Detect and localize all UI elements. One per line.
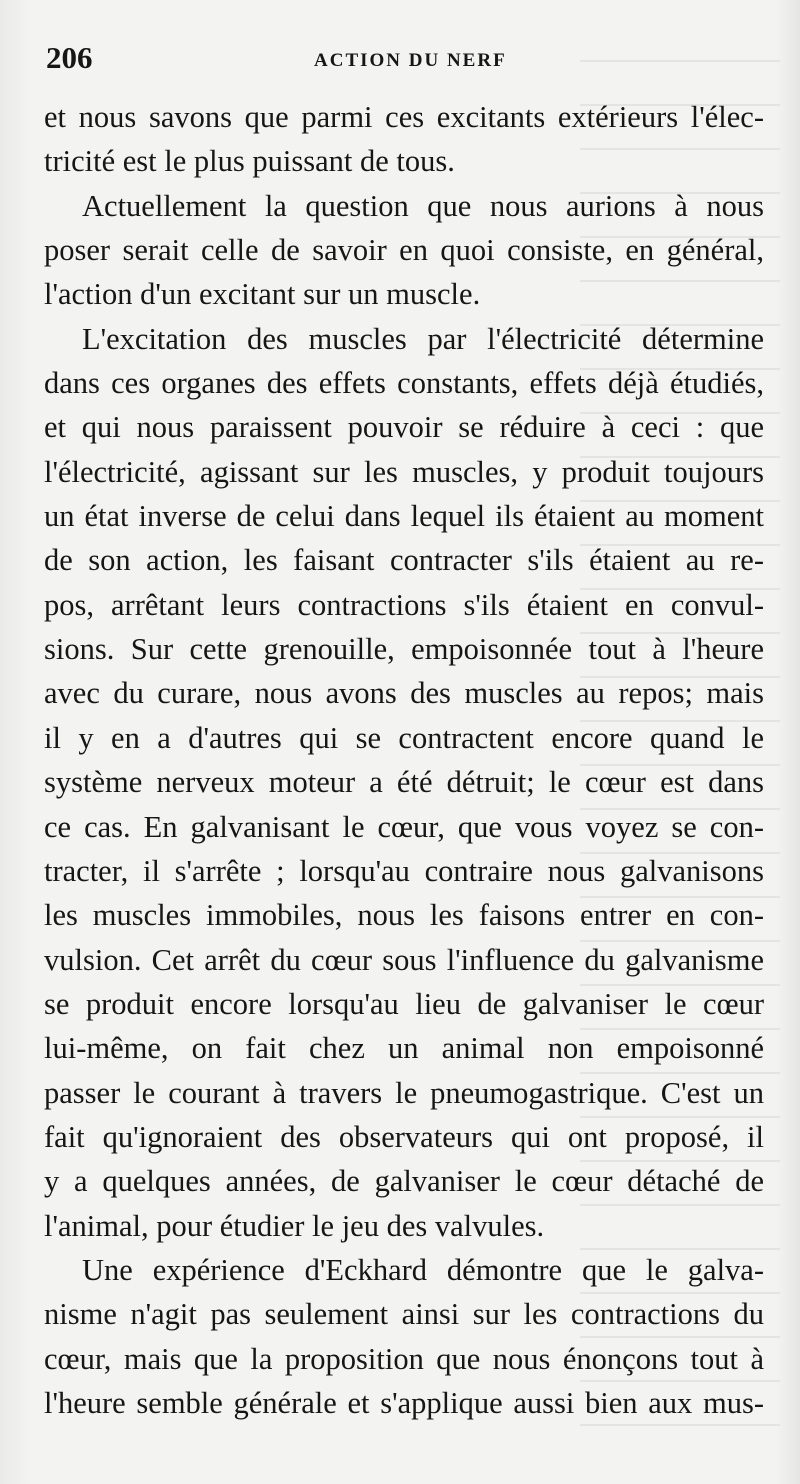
text-line: de son action, les faisant contracter s'ils étaient au re- (44, 543, 764, 578)
text-line: fait qu'ignoraient des observateurs qui ont proposé, il (44, 1119, 764, 1154)
text-line: l'électricité, agissant sur les muscles, y produit toujours (44, 454, 764, 489)
text-line: l'heure semble générale et s'applique aussi bien aux mus- (44, 1385, 764, 1420)
text-line: y a quelques années, de galvaniser le cœur détaché de (44, 1164, 764, 1199)
text-line: passer le courant à travers le pneumogastrique. C'est un (44, 1075, 764, 1110)
text-line: se produit encore lorsqu'au lieu de galvaniser le cœur (44, 986, 764, 1021)
text-line: et nous savons que parmi ces excitants extérieurs l'élec- (44, 100, 764, 134)
text-line: système nerveux moteur a été détruit; le cœur est dans (44, 765, 764, 800)
page-header (46, 38, 760, 82)
text-line: pos, arrêtant leurs contractions s'ils étaient en convul- (44, 587, 764, 622)
text-line: poser serait celle de savoir en quoi consiste, en général, (44, 233, 764, 268)
text-line: tricité est le plus puissant de tous. (44, 144, 455, 179)
text-line: et qui nous paraissent pouvoir se réduire à ceci : que (44, 410, 764, 445)
running-title: ACTION DU NERF (314, 50, 507, 71)
text-line: lui-même, on fait chez un animal non empoisonné (44, 1031, 764, 1066)
text-line: ce cas. En galvanisant le cœur, que vous voyez se con- (44, 809, 764, 844)
text-line: dans ces organes des effets constants, effets déjà étudiés, (44, 366, 764, 401)
page-number: 206 (46, 40, 93, 75)
text-line: sions. Sur cette grenouille, empoisonnée tout à l'heure (44, 632, 764, 667)
text-line: L'excitation des muscles par l'électricité détermine (82, 321, 764, 356)
text-line: les muscles immobiles, nous les faisons entrer en con- (44, 898, 764, 933)
text-line: vulsion. Cet arrêt du cœur sous l'influence du galvanisme (44, 942, 764, 977)
text-line: nisme n'agit pas seulement ainsi sur les contractions du (44, 1297, 764, 1332)
text-line: tracter, il s'arrête ; lorsqu'au contraire nous galvanisons (44, 853, 764, 888)
text-line: l'animal, pour étudier le jeu des valvules. (44, 1208, 545, 1243)
text-line: avec du curare, nous avons des muscles au repos; mais (44, 676, 764, 711)
text-line: Actuellement la question que nous aurions à nous (82, 188, 764, 223)
body-text (44, 95, 764, 1425)
text-line: cœur, mais que la proposition que nous énonçons tout à (44, 1341, 764, 1376)
text-line: il y en a d'autres qui se contractent encore quand le (44, 720, 764, 755)
text-line: Une expérience d'Eckhard démontre que le galva- (82, 1252, 764, 1287)
text-line: un état inverse de celui dans lequel ils étaient au moment (44, 499, 764, 534)
text-line: l'action d'un excitant sur un muscle. (44, 277, 481, 312)
